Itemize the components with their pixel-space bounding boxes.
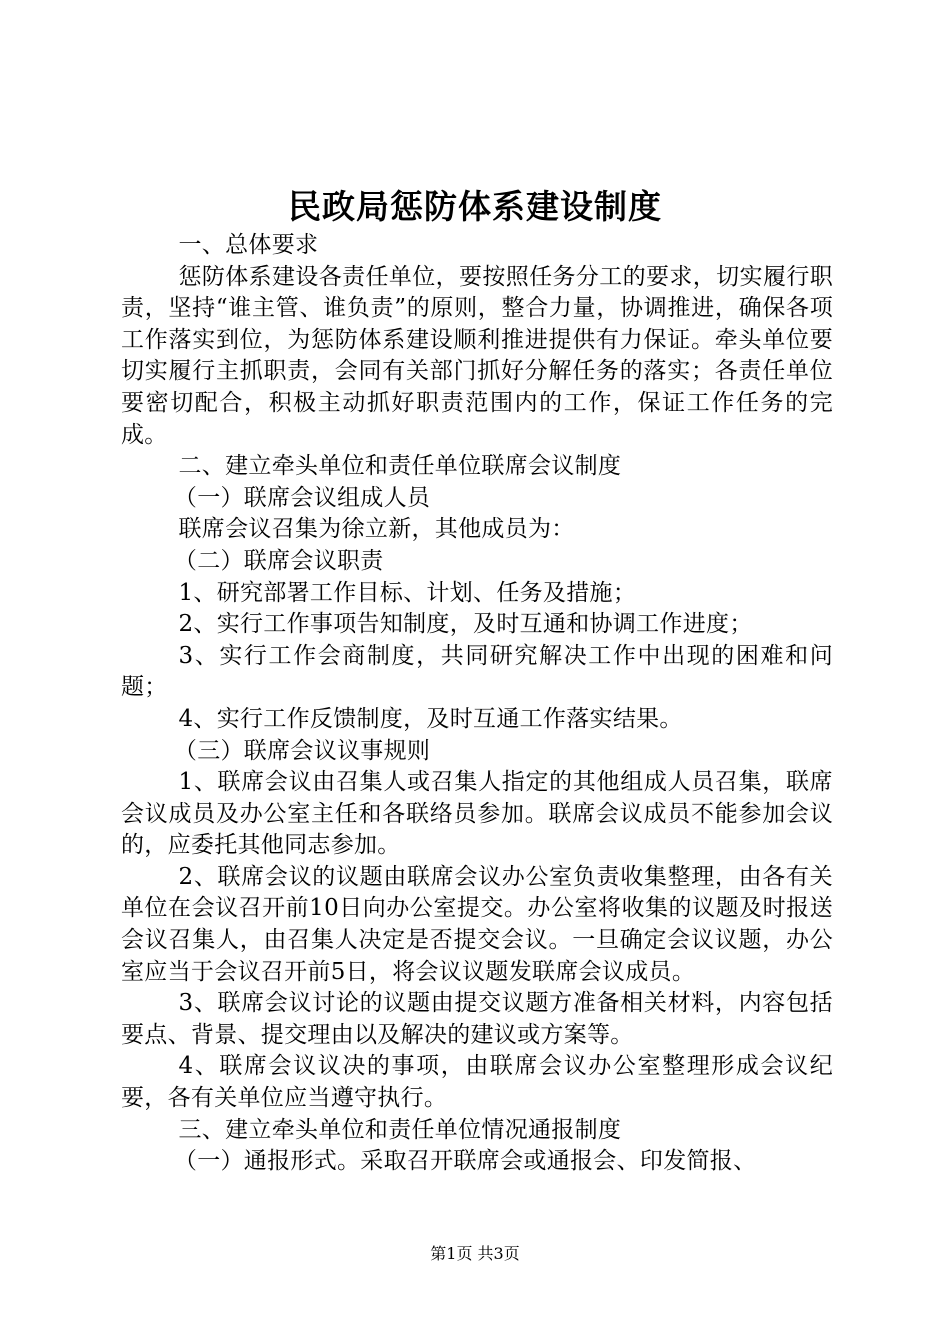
subsection-heading-members: （一）联席会议组成人员 [173,484,431,511]
section-heading-1: 一、总体要求 [178,232,319,258]
rule-item-1: 1、联席会议由召集人或召集人指定的其他组成人员召集，联席会议成员及办公室主任和各联络员参加。联席会议成员不能参加会议的，应委托其他同志参加。 [121,769,833,859]
document-body [121,230,833,1178]
subsection-heading-rules: （三）联席会议议事规则 [173,737,431,764]
subsection-notice-form: （一）通报形式。采取召开联席会或通报会、印发简报、 [173,1148,757,1175]
page-indicator: 第1页 共3页 [430,1244,520,1263]
section-heading-3: 三、建立牵头单位和责任单位情况通报制度 [178,1116,622,1143]
section-heading-2: 二、建立牵头单位和责任单位联席会议制度 [178,453,622,480]
subsection-heading-duties: （二）联席会议职责 [173,547,384,574]
rule-item-2: 2、联席会议的议题由联席会议办公室负责收集整理，由各有关单位在会议召开前10日向办公室提交。办公室将收集的议题及时报送会议召集人，由召集人决定是否提交会议。一旦确定会议议题，办公室应当于会议召开前5日，将会议议题发联席会议成员。 [121,863,833,985]
paragraph-convener: 联席会议召集为徐立新，其他成员为： [178,516,575,543]
duty-item-1: 1、研究部署工作目标、计划、任务及措施； [178,579,637,606]
duty-item-3: 3、实行工作会商制度，共同研究解决工作中出现的困难和问题； [121,642,833,701]
duty-item-4: 4、实行工作反馈制度，及时互通工作落实结果。 [178,705,683,732]
duty-item-2: 2、实行工作事项告知制度，及时互通和协调工作进度； [178,611,753,638]
rule-item-3: 3、联席会议讨论的议题由提交议题方准备相关材料，内容包括要点、背景、提交理由以及解决的建议或方案等。 [121,990,833,1048]
rule-item-4: 4、联席会议议决的事项，由联席会议办公室整理形成会议纪要，各有关单位应当遵守执行。 [121,1053,833,1112]
document-title: 民政局惩防体系建设制度 [288,187,662,226]
paragraph-overall-requirements: 惩防体系建设各责任单位，要按照任务分工的要求，切实履行职责，坚持“谁主管、谁负责”的原则，整合力量，协调推进，确保各项工作落实到位，为惩防体系建设顺利推进提供有力保证。牵头单位要切实履行主抓职责，会同有关部门抓好分解任务的落实；各责任单位要密切配合，积极主动抓好职责范围内的工作，保证工作任务的完成。 [121,263,833,448]
